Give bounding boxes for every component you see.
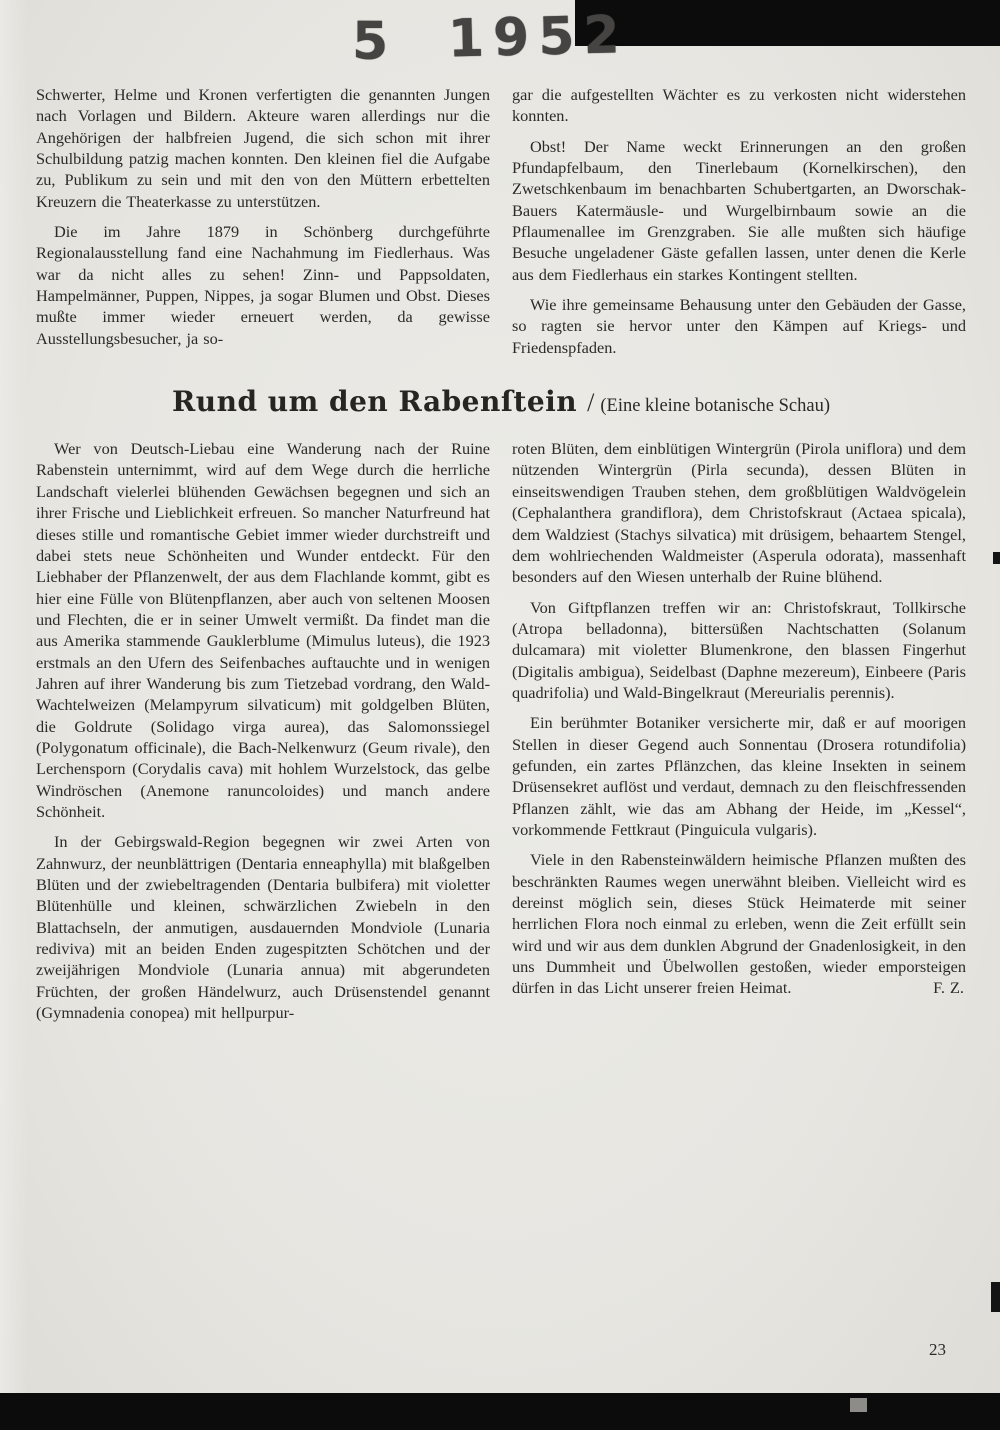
scan-edge-mark [991, 1282, 1000, 1312]
page-content [36, 84, 966, 1032]
scan-edge-bottom [0, 1393, 1000, 1430]
paragraph: Von Giftpflanzen treffen wir an: Christofskraut, Tollkirsche (Atropa belladonna), bittersüßen Nachtschatten (Solanum dulcamara) mit violetter Blumenkrone, den blassen Fingerhut (Digitalis ambigua), Seidelbast (Daphne mezereum), Einbeere (Paris quadrifolia) und Wald-Bingelkraut (Mereurialis perennis). [512, 597, 966, 702]
paragraph: Wer von Deutsch-Liebau eine Wanderung nach der Ruine Rabenstein unternimmt, wird auf dem Wege durch die herrliche Landschaft vielerlei blühenden Gewächsen begegnen und sich an ihrer Frische und Lieblichkeit erfreuen. So mancher Naturfreund hat dieses stille und romantische Gebiet immer wieder durchstreift und dabei stets neue Schönheiten und Wunder entdeckt. Für den Liebhaber der Pflanzenwelt, der aus dem Flachlande kommt, gibt es hier eine Fülle von Blütenpflanzen, aber auch von seltenen Moosen und Flechten, die er in seiner Umwelt vermißt. Da findet man die aus Amerika stammende Gauklerblume (Mimulus luteus), die 1923 erstmals an den Ufern des Seifenbaches auftauchte und in wenigen Jahren auf ihrer Wanderung bis zum Tietzebad vordrang, den Wald-Wachtelweizen (Melampyrum silvaticum) mit goldgelben Blüten, die Goldrute (Solidago virga aurea), das Salomonssiegel (Polygonatum officinale), die Bach-Nelkenwurz (Geum rivale), den Lerchensporn (Corydalis cava) mit hohlem Wurzelstock, das gelbe Windröschen (Anemone ranuncoloides) und manch andere Schönheit. [36, 439, 490, 821]
intro-left-column [36, 84, 490, 367]
paragraph: gar die aufgestellten Wächter es zu verkosten nicht widerstehen konnten. [512, 85, 966, 126]
paragraph [512, 849, 966, 998]
article-right-column [512, 438, 966, 1032]
page-number: 23 [929, 1340, 946, 1359]
paragraph: roten Blüten, dem einblütigen Wintergrün (Pirola uniflora) und dem nützenden Wintergrün (Pirla secunda), dessen Blüten in einseitswendigen Trauben stehen, dem großblütigen Waldvögelein (Cephalanthera grandiflora), dem Christofskraut (Actaea spicala), dem Waldziest (Stachys silvatica) mit drüsigem, behaartem Stengel, dem wohlriechenden Waldmeister (Asperula odorata), massenhaft besonders auf den Wiesen unterhalb der Ruine blühend. [512, 439, 966, 587]
author-signature: F. Z. [933, 978, 964, 998]
paragraph-text: Viele in den Rabensteinwäldern heimische Pflanzen mußten des beschränkten Raumes wegen unerwähnt bleiben. Vielleicht wird es dereinst möglich sein, dieses Stück Heimaterde mit seiner herrlichen Flora noch einmal zu erleben, wenn die Zeit erfüllt sein wird und wir aus dem dunklen Abgrund der Gnadenlosigkeit, in den uns Dummheit und Übelwollen gestoßen, wieder emporsteigen dürfen in das Licht unserer freien Heimat. [512, 850, 966, 998]
paragraph: In der Gebirgswald-Region begegnen wir zwei Arten von Zahnwurz, der neunblättrigen (Dentaria enneaphylla) mit blaßgelben Blüten und der zwiebeltragenden (Dentaria bulbifera) mit violetter Blütenhülle und kleinen, schwärzlichen Zwiebeln in den Blattachseln, der anmutigen, ausdauernden Mondviole (Lunaria rediviva) mit an beiden Enden zugespitzten Schötchen und der zweijährigen Mondviole (Lunaria annua) mit abgerundeten Früchten, der großen Händelwurz, auch Drüsenstendel genannt (Gymnadenia conopea) mit hellpurpur- [36, 832, 491, 1023]
intro-right-column [512, 84, 966, 367]
stamp-year: 1952 [447, 5, 630, 70]
article-left-column [36, 438, 490, 1032]
paragraph: Ein berühmter Botaniker versicherte mir, daß er auf moorigen Stellen in dieser Gegend auch Sonnentau (Drosera rotundifolia) gefunden, ein zartes Pflänzchen, das kleine Insekten in seinem Drüsensekret auflöst und verdaut, demnach zu den fleischfressenden Pflanzen zählt, wie das am Abhang der Heide, im „Kessel“, vorkommende Fettkraut (Pinguicula vulgaris). [512, 713, 966, 839]
scan-edge-notch [850, 1398, 867, 1412]
headline-separator: / [587, 388, 595, 418]
paragraph: Die im Jahre 1879 in Schönberg durchgeführte Regionalausstellung fand eine Nachahmung im Fiedlerhaus. Was war da nicht alles zu sehen! Zinn- und Pappsoldaten, Hampelmänner, Puppen, Nippes, ja sogar Blumen und Obst. Dieses mußte immer wieder erneuert werden, da gewisse Ausstellungsbesucher, ja so- [36, 222, 490, 348]
paragraph: Schwerter, Helme und Kronen verfertigten die genannten Jungen nach Vorlagen und Bildern. Akteure waren allerdings nur die Angehörigen der halbfreien Jugend, die sich schon mit ihrer Schulbildung patzig machen konnten. Den kleinen fiel die Aufgabe zu, Publikum zu sein und mit den von den Müttern erbettelten Kreuzern die Theaterkasse zu unterstützen. [36, 85, 490, 211]
scan-edge-fade [0, 0, 28, 1393]
paragraph: Wie ihre gemeinsame Behausung unter den Gebäuden der Gasse, so ragten sie hervor unter den Kämpen auf Kriegs- und Friedenspfaden. [512, 295, 966, 357]
stamp-issue-number: 5 [351, 11, 389, 72]
article-subtitle: (Eine kleine botanische Schau) [600, 396, 830, 417]
scan-edge-mark [993, 552, 1000, 564]
article-headline [36, 385, 966, 418]
article-body [36, 438, 966, 1032]
date-stamp [351, 5, 630, 72]
intro-section [36, 84, 966, 367]
article-title: Rund um den Rabenſtein [172, 385, 578, 419]
scan-edge-top [575, 0, 1000, 46]
paragraph: Obst! Der Name weckt Erinnerungen an den großen Pfundapfelbaum, den Tinerlebaum (Kornelkirschen), den Zwetschkenbaum im benachbarten Schubertgarten, an Dworschak-Bauers Katermäusle- und Wurgelbirnbaum sowie an die Pflaumenallee im Grenzgraben. Sie alle mußten sich häufige Besuche ungeladener Gäste gefallen lassen, unter denen die Kerle aus dem Fiedlerhaus ein starkes Kontingent stellten. [512, 136, 966, 284]
